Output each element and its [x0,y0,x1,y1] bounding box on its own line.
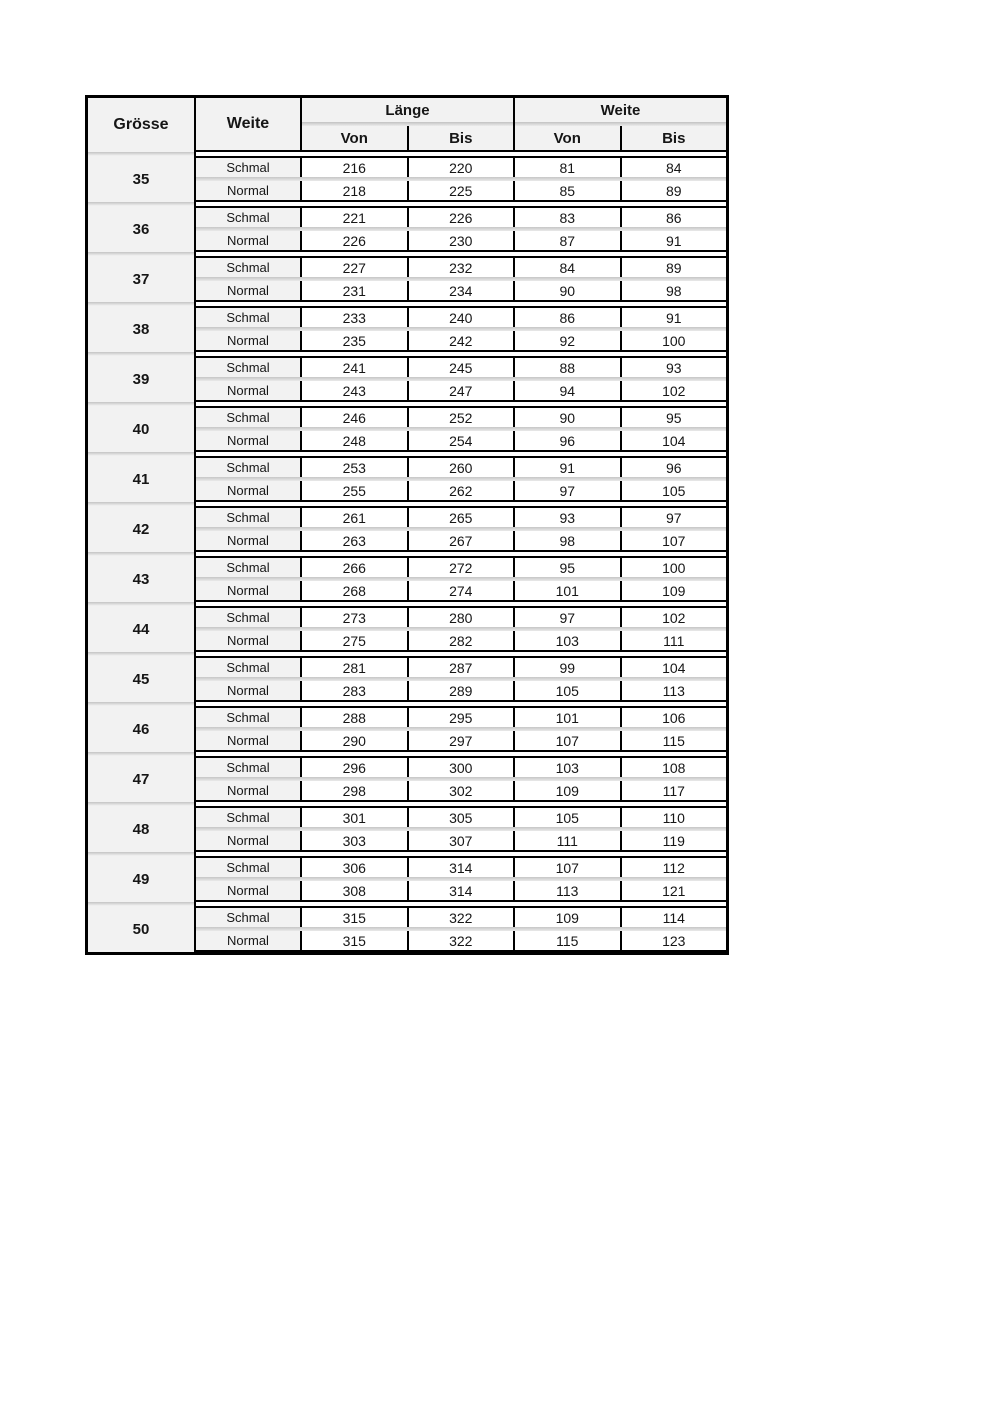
weite-bis-cell: 96 [622,458,727,477]
laenge-bis-cell: 280 [409,608,516,627]
width-type-cell: Normal [196,781,302,800]
size-group-row [88,756,726,802]
weite-bis-cell: 97 [622,508,727,527]
weite-von-cell: 81 [515,158,622,177]
size-cell: 41 [88,456,196,502]
size-cell: 48 [88,806,196,852]
size-group-row [88,156,726,202]
width-type-cell: Schmal [196,708,302,727]
laenge-von-cell: 235 [302,331,409,350]
weite-bis-cell: 121 [622,881,727,900]
width-type-cell: Normal [196,281,302,300]
laenge-bis-cell: 302 [409,781,516,800]
size-group-row [88,256,726,302]
weite-section-header [515,98,726,150]
width-type-cell: Schmal [196,158,302,177]
size-group-row [88,656,726,702]
weite-von-cell: 98 [515,531,622,550]
weite-von-cell: 92 [515,331,622,350]
weite-bis-cell: 95 [622,408,727,427]
normal-row [196,781,726,800]
weite-von-cell: 93 [515,508,622,527]
width-type-cell: Schmal [196,258,302,277]
weite-bis-cell: 104 [622,431,727,450]
size-group-box [196,306,726,352]
weite-von-header: Von [515,126,622,150]
laenge-bis-cell: 242 [409,331,516,350]
laenge-bis-cell: 226 [409,208,516,227]
weite-column-header: Weite [196,98,302,150]
laenge-von-cell: 298 [302,781,409,800]
laenge-section-label: Länge [302,98,513,122]
laenge-von-cell: 255 [302,481,409,500]
weite-bis-cell: 100 [622,331,727,350]
weite-von-cell: 103 [515,758,622,777]
laenge-bis-cell: 300 [409,758,516,777]
weite-von-cell: 107 [515,731,622,750]
size-group-box [196,156,726,202]
weite-bis-cell: 112 [622,858,727,877]
schmal-row [196,358,726,377]
schmal-row [196,508,726,527]
laenge-von-cell: 263 [302,531,409,550]
width-type-cell: Schmal [196,658,302,677]
weite-bis-cell: 102 [622,608,727,627]
normal-row [196,531,726,550]
weite-bis-cell: 114 [622,908,727,927]
size-group-row [88,906,726,952]
weite-von-cell: 105 [515,681,622,700]
laenge-von-cell: 226 [302,231,409,250]
laenge-bis-cell: 267 [409,531,516,550]
laenge-von-cell: 301 [302,808,409,827]
width-type-cell: Schmal [196,308,302,327]
weite-von-cell: 96 [515,431,622,450]
width-type-cell: Normal [196,731,302,750]
normal-row [196,831,726,850]
width-type-cell: Normal [196,681,302,700]
weite-bis-cell: 105 [622,481,727,500]
weite-bis-cell: 106 [622,708,727,727]
schmal-row [196,608,726,627]
size-group-row [88,706,726,752]
size-cell: 46 [88,706,196,752]
laenge-subheader-row [302,126,513,150]
size-group-box [196,856,726,902]
laenge-von-cell: 243 [302,381,409,400]
size-group-box [196,756,726,802]
groesse-column-header: Grösse [88,98,196,152]
weite-section-label: Weite [515,98,726,122]
size-group-box [196,906,726,952]
size-group-row [88,556,726,602]
laenge-von-cell: 221 [302,208,409,227]
weite-bis-cell: 107 [622,531,727,550]
size-cell: 38 [88,306,196,352]
weite-bis-cell: 102 [622,381,727,400]
size-group-row [88,306,726,352]
laenge-bis-cell: 307 [409,831,516,850]
size-group-box [196,606,726,652]
size-group-box [196,206,726,252]
width-type-cell: Schmal [196,808,302,827]
laenge-von-cell: 253 [302,458,409,477]
schmal-row [196,408,726,427]
size-cell: 42 [88,506,196,552]
size-group-box [196,806,726,852]
normal-row [196,331,726,350]
laenge-von-cell: 227 [302,258,409,277]
weite-bis-cell: 110 [622,808,727,827]
weite-bis-cell: 123 [622,931,727,950]
width-type-cell: Schmal [196,908,302,927]
laenge-von-cell: 283 [302,681,409,700]
laenge-von-cell: 273 [302,608,409,627]
schmal-row [196,658,726,677]
weite-bis-cell: 89 [622,181,727,200]
size-cell: 49 [88,856,196,902]
schmal-row [196,558,726,577]
size-cell: 47 [88,756,196,802]
laenge-bis-cell: 220 [409,158,516,177]
weite-von-cell: 85 [515,181,622,200]
weite-von-cell: 88 [515,358,622,377]
laenge-bis-cell: 240 [409,308,516,327]
laenge-bis-cell: 322 [409,931,516,950]
size-cell: 45 [88,656,196,702]
width-type-cell: Schmal [196,608,302,627]
schmal-row [196,858,726,877]
size-group-box [196,406,726,452]
schmal-row [196,808,726,827]
weite-von-cell: 84 [515,258,622,277]
normal-row [196,431,726,450]
laenge-von-cell: 275 [302,631,409,650]
size-group-box [196,256,726,302]
width-type-cell: Normal [196,881,302,900]
size-group-row [88,406,726,452]
laenge-von-cell: 246 [302,408,409,427]
weite-von-cell: 115 [515,931,622,950]
weite-bis-cell: 91 [622,308,727,327]
weite-von-cell: 90 [515,408,622,427]
weite-von-cell: 111 [515,831,622,850]
laenge-von-cell: 241 [302,358,409,377]
width-type-cell: Normal [196,431,302,450]
weite-bis-cell: 115 [622,731,727,750]
size-cell: 39 [88,356,196,402]
schmal-row [196,758,726,777]
normal-row [196,281,726,300]
size-group-row [88,606,726,652]
weite-von-cell: 97 [515,481,622,500]
weite-bis-cell: 108 [622,758,727,777]
weite-von-cell: 90 [515,281,622,300]
laenge-von-cell: 268 [302,581,409,600]
laenge-bis-cell: 225 [409,181,516,200]
weite-von-cell: 97 [515,608,622,627]
laenge-bis-cell: 262 [409,481,516,500]
width-type-cell: Schmal [196,508,302,527]
laenge-von-cell: 216 [302,158,409,177]
weite-bis-cell: 89 [622,258,727,277]
schmal-row [196,308,726,327]
size-cell: 36 [88,206,196,252]
laenge-bis-cell: 297 [409,731,516,750]
width-type-cell: Schmal [196,758,302,777]
weite-bis-cell: 91 [622,231,727,250]
width-type-cell: Normal [196,631,302,650]
normal-row [196,931,726,950]
table-body [88,152,726,952]
laenge-von-cell: 233 [302,308,409,327]
width-type-cell: Normal [196,331,302,350]
size-group-row [88,356,726,402]
weite-bis-cell: 86 [622,208,727,227]
weite-von-cell: 101 [515,708,622,727]
weite-bis-cell: 104 [622,658,727,677]
size-group-row [88,206,726,252]
laenge-von-cell: 248 [302,431,409,450]
width-type-cell: Schmal [196,558,302,577]
width-type-cell: Normal [196,481,302,500]
laenge-von-cell: 306 [302,858,409,877]
weite-von-cell: 99 [515,658,622,677]
laenge-von-header: Von [302,126,409,150]
laenge-bis-cell: 305 [409,808,516,827]
weite-von-cell: 107 [515,858,622,877]
laenge-von-cell: 261 [302,508,409,527]
laenge-bis-cell: 247 [409,381,516,400]
table-header [88,98,726,152]
weite-von-cell: 109 [515,781,622,800]
width-type-cell: Schmal [196,208,302,227]
size-group-box [196,706,726,752]
laenge-von-cell: 231 [302,281,409,300]
weite-von-cell: 103 [515,631,622,650]
width-type-cell: Schmal [196,858,302,877]
laenge-von-cell: 308 [302,881,409,900]
width-type-cell: Normal [196,581,302,600]
schmal-row [196,258,726,277]
weite-bis-cell: 93 [622,358,727,377]
width-type-cell: Normal [196,531,302,550]
size-group-box [196,506,726,552]
normal-row [196,231,726,250]
normal-row [196,631,726,650]
size-chart-table [85,95,729,955]
table-header-right [196,98,726,152]
weite-von-cell: 83 [515,208,622,227]
size-group-row [88,806,726,852]
width-type-cell: Normal [196,831,302,850]
weite-bis-cell: 98 [622,281,727,300]
weite-von-cell: 101 [515,581,622,600]
width-type-cell: Normal [196,181,302,200]
laenge-von-cell: 218 [302,181,409,200]
normal-row [196,681,726,700]
laenge-von-cell: 281 [302,658,409,677]
weite-bis-cell: 117 [622,781,727,800]
laenge-bis-cell: 245 [409,358,516,377]
laenge-bis-cell: 289 [409,681,516,700]
laenge-bis-cell: 265 [409,508,516,527]
laenge-bis-cell: 314 [409,881,516,900]
width-type-cell: Normal [196,381,302,400]
size-cell: 43 [88,556,196,602]
laenge-bis-cell: 254 [409,431,516,450]
normal-row [196,881,726,900]
laenge-bis-cell: 282 [409,631,516,650]
laenge-von-cell: 290 [302,731,409,750]
weite-bis-cell: 111 [622,631,727,650]
width-type-cell: Normal [196,931,302,950]
laenge-bis-cell: 295 [409,708,516,727]
laenge-bis-cell: 287 [409,658,516,677]
size-group-box [196,556,726,602]
weite-bis-cell: 119 [622,831,727,850]
weite-von-cell: 113 [515,881,622,900]
laenge-bis-cell: 274 [409,581,516,600]
laenge-bis-cell: 234 [409,281,516,300]
laenge-von-cell: 288 [302,708,409,727]
weite-bis-cell: 113 [622,681,727,700]
weite-von-cell: 105 [515,808,622,827]
laenge-von-cell: 315 [302,931,409,950]
laenge-von-cell: 266 [302,558,409,577]
width-type-cell: Normal [196,231,302,250]
width-type-cell: Schmal [196,408,302,427]
normal-row [196,581,726,600]
width-type-cell: Schmal [196,458,302,477]
weite-von-cell: 109 [515,908,622,927]
weite-von-cell: 95 [515,558,622,577]
normal-row [196,481,726,500]
weite-bis-cell: 100 [622,558,727,577]
size-group-row [88,856,726,902]
schmal-row [196,908,726,927]
width-type-cell: Schmal [196,358,302,377]
size-cell: 44 [88,606,196,652]
normal-row [196,731,726,750]
normal-row [196,381,726,400]
weite-bis-cell: 109 [622,581,727,600]
weite-bis-cell: 84 [622,158,727,177]
weite-von-cell: 94 [515,381,622,400]
laenge-bis-cell: 260 [409,458,516,477]
schmal-row [196,708,726,727]
schmal-row [196,158,726,177]
weite-von-cell: 91 [515,458,622,477]
laenge-bis-cell: 322 [409,908,516,927]
size-cell: 50 [88,906,196,952]
laenge-bis-cell: 252 [409,408,516,427]
size-group-box [196,456,726,502]
weite-bis-header: Bis [622,126,727,150]
laenge-bis-header: Bis [409,126,514,150]
laenge-bis-cell: 230 [409,231,516,250]
laenge-von-cell: 296 [302,758,409,777]
normal-row [196,181,726,200]
size-group-row [88,506,726,552]
laenge-bis-cell: 232 [409,258,516,277]
laenge-von-cell: 315 [302,908,409,927]
size-cell: 35 [88,156,196,202]
size-cell: 40 [88,406,196,452]
weite-von-cell: 86 [515,308,622,327]
size-group-row [88,456,726,502]
laenge-von-cell: 303 [302,831,409,850]
size-cell: 37 [88,256,196,302]
laenge-bis-cell: 314 [409,858,516,877]
schmal-row [196,208,726,227]
weite-subheader-row [515,126,726,150]
size-group-box [196,656,726,702]
laenge-bis-cell: 272 [409,558,516,577]
schmal-row [196,458,726,477]
weite-von-cell: 87 [515,231,622,250]
size-group-box [196,356,726,402]
laenge-section-header [302,98,515,150]
